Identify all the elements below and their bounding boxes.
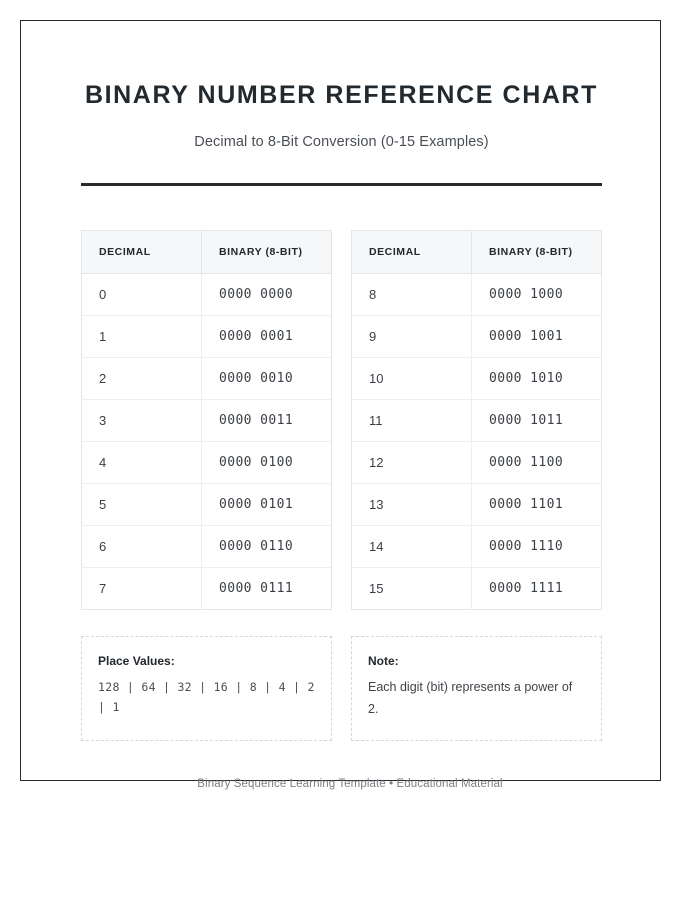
note-text: Each digit (bit) represents a power of 2.	[368, 680, 573, 716]
table-row	[352, 400, 602, 442]
table-row	[82, 484, 332, 526]
place-values-title: Place Values:	[98, 654, 175, 668]
cell-binary: 0000 0110	[202, 526, 332, 568]
page-subtitle: Decimal to 8-Bit Conversion (0-15 Examples)	[194, 134, 489, 150]
cell-decimal: 6	[82, 526, 202, 568]
cell-decimal: 1	[82, 316, 202, 358]
table-row	[352, 316, 602, 358]
cell-decimal: 14	[352, 526, 472, 568]
table-header-row	[82, 231, 332, 274]
table-header-row	[352, 231, 602, 274]
cell-decimal: 3	[82, 400, 202, 442]
cell-decimal: 11	[352, 400, 472, 442]
cell-binary: 0000 1100	[472, 442, 602, 484]
binary-table-left	[81, 230, 332, 610]
table-row	[82, 358, 332, 400]
cell-binary: 0000 1001	[472, 316, 602, 358]
column-header-binary: BINARY (8-BIT)	[472, 231, 602, 274]
cell-decimal: 9	[352, 316, 472, 358]
cell-decimal: 12	[352, 442, 472, 484]
table-row	[82, 568, 332, 610]
note-box	[351, 636, 602, 741]
cell-binary: 0000 0000	[202, 274, 332, 316]
cell-binary: 0000 0001	[202, 316, 332, 358]
table-row	[352, 442, 602, 484]
header-divider	[81, 183, 602, 186]
place-values-text: 128 | 64 | 32 | 16 | 8 | 4 | 2 | 1	[98, 680, 315, 715]
table-row	[352, 274, 602, 316]
binary-table-right	[351, 230, 602, 610]
page-frame	[20, 20, 661, 781]
column-header-binary: BINARY (8-BIT)	[202, 231, 332, 274]
cell-decimal: 2	[82, 358, 202, 400]
table-row	[352, 568, 602, 610]
cell-binary: 0000 1011	[472, 400, 602, 442]
page-content	[81, 21, 602, 741]
table-row	[82, 442, 332, 484]
cell-binary: 0000 1111	[489, 581, 564, 596]
cell-binary: 0000 0111	[219, 581, 294, 596]
cell-decimal: 0	[82, 274, 202, 316]
cell-decimal: 5	[82, 484, 202, 526]
cell-binary: 0000 0010	[202, 358, 332, 400]
table-row	[82, 274, 332, 316]
cell-binary: 0000 1110	[472, 526, 602, 568]
table-row	[352, 526, 602, 568]
column-header-decimal: DECIMAL	[352, 231, 472, 274]
info-boxes	[81, 636, 602, 741]
cell-binary: 0000 1101	[472, 484, 602, 526]
note-title: Note:	[368, 654, 399, 668]
cell-decimal: 8	[352, 274, 472, 316]
cell-binary: 0000 0011	[202, 400, 332, 442]
page-footer: Binary Sequence Learning Template • Educational Material	[197, 778, 503, 790]
column-header-decimal: DECIMAL	[82, 231, 202, 274]
cell-decimal: 15	[352, 568, 472, 610]
cell-binary: 0000 0100	[202, 442, 332, 484]
table-row	[82, 400, 332, 442]
page-title: BINARY NUMBER REFERENCE CHART	[84, 81, 599, 109]
place-values-box	[81, 636, 332, 741]
cell-binary: 0000 1000	[472, 274, 602, 316]
table-row	[352, 484, 602, 526]
cell-decimal: 10	[352, 358, 472, 400]
conversion-tables	[81, 230, 602, 610]
table-row	[82, 526, 332, 568]
cell-decimal: 13	[352, 484, 472, 526]
cell-decimal: 4	[82, 442, 202, 484]
cell-binary: 0000 0101	[202, 484, 332, 526]
cell-decimal: 7	[82, 568, 202, 610]
table-row	[352, 358, 602, 400]
table-row	[82, 316, 332, 358]
cell-binary: 0000 1010	[472, 358, 602, 400]
